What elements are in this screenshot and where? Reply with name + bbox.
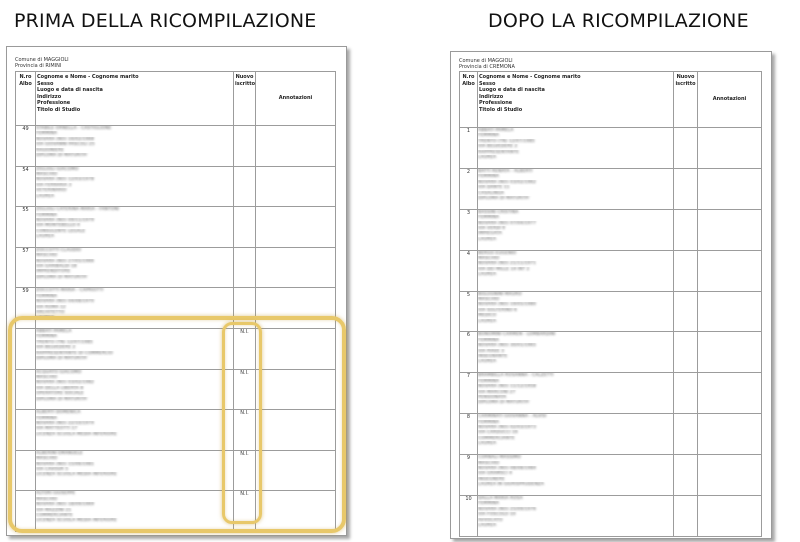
- row-notes: [256, 450, 336, 491]
- row-new-flag: [234, 247, 256, 288]
- entry-line: MASCHIO: [36, 496, 58, 502]
- entry-line: ZIGLIOLI CATERINA MARIA - FANTONI: [36, 207, 119, 213]
- row-new-flag: N.I.: [234, 450, 256, 491]
- row-new-flag: [674, 291, 698, 332]
- column-header-notes: Annotazioni: [256, 72, 336, 126]
- column-header-text: N.ro: [462, 74, 475, 80]
- entry-line: CARMINATI GIOVANNA - ALVISI: [478, 414, 547, 420]
- row-number: 57: [16, 247, 36, 288]
- row-notes: [256, 491, 336, 532]
- row-entry: [36, 369, 234, 410]
- heading-after: DOPO LA RICOMPILAZIONE: [488, 10, 749, 32]
- entry-line: VIA DANTE 11: [478, 185, 510, 191]
- table-row: [16, 369, 336, 410]
- entry-line: LAUREA: [36, 234, 55, 240]
- entry-line: VIA ROMA 12: [36, 304, 66, 310]
- row-notes: [256, 207, 336, 248]
- row-notes: [698, 209, 762, 250]
- row-number: [16, 328, 36, 369]
- entry-line: ALBERTI DOMENICA: [36, 410, 81, 416]
- column-header-num: [460, 72, 478, 128]
- table-row: [460, 209, 762, 250]
- entry-line: STABILE ORNELLA - CASTIGLIONE: [36, 126, 112, 131]
- column-header-main: [478, 72, 674, 128]
- column-header-num: [16, 72, 36, 126]
- row-new-flag: [674, 209, 698, 250]
- row-notes: [256, 126, 336, 167]
- entry-line: FEMMINA: [478, 215, 499, 221]
- row-number: 7: [460, 373, 478, 414]
- column-header-text: Sesso: [479, 80, 496, 87]
- register-table: [459, 71, 762, 537]
- row-new-flag: [674, 128, 698, 169]
- row-new-flag: [234, 207, 256, 248]
- table-row: [16, 126, 336, 167]
- row-number: 9: [460, 455, 478, 496]
- entry-line: LAUREA: [478, 359, 497, 365]
- row-number: 1: [460, 128, 478, 169]
- entry-line: NOVARA (NO) 18/09/1969: [36, 502, 94, 508]
- row-number: [16, 369, 36, 410]
- column-header-text: Professione: [479, 100, 513, 106]
- column-header-text: Albo: [462, 80, 475, 87]
- row-notes: [256, 369, 336, 410]
- entry-line: MASCHIO: [36, 374, 58, 380]
- row-number: 3: [460, 209, 478, 250]
- entry-line: MASCHIO: [478, 296, 500, 302]
- entry-line: VIA MATTEOTTI 17: [36, 426, 78, 432]
- entry-line: PENSIONATA: [478, 394, 507, 400]
- column-header-text: Titolo di Studio: [37, 106, 81, 113]
- entry-line: LAUREA: [478, 523, 497, 529]
- entry-line: NOVARA (NO) 02/03/1973: [478, 425, 536, 431]
- entry-line: DIPLOMA DI MATURITA': [478, 400, 530, 406]
- row-number: 54: [16, 166, 36, 207]
- entry-line: BRAMBILLA ROSANNA - CALZETTI: [478, 373, 554, 379]
- entry-line: VIA FOSCOLO 10: [478, 512, 516, 518]
- entry-line: VETERINARIO: [36, 188, 67, 194]
- entry-line: ZIGLIOLI GIACOMO: [36, 166, 79, 172]
- row-notes: [256, 166, 336, 207]
- column-header-text: N.ro: [19, 74, 32, 80]
- column-header-text: Luogo e data di nascita: [37, 87, 103, 93]
- entry-line: NOVARA (NO) 19/05/1980: [478, 302, 536, 308]
- row-new-flag: [674, 373, 698, 414]
- table-row: [16, 207, 336, 248]
- entry-line: NOVARA (NO) 04/08/1970: [36, 299, 94, 305]
- entry-line: COMMERCIANTE: [478, 435, 515, 441]
- entry-line: TRENTO (TN) 12/07/1985: [478, 138, 535, 144]
- row-number: [16, 410, 36, 451]
- entry-line: LICENZA SCUOLA MEDIA INFERIORE: [36, 472, 117, 478]
- row-notes: [256, 328, 336, 369]
- row-notes: [698, 128, 762, 169]
- entry-line: ACQUATO GIACOMO: [36, 369, 82, 375]
- municipality-label: Comune di MAGGIOLI: [459, 58, 513, 64]
- entry-line: MASCHIO: [478, 460, 500, 466]
- entry-line: TRENTO (TN) 12/07/1985: [36, 339, 93, 345]
- row-entry: [36, 410, 234, 451]
- entry-line: VIA BELVEDERE 2: [478, 144, 518, 150]
- row-number: 6: [460, 332, 478, 373]
- row-new-flag: N.I.: [234, 369, 256, 410]
- entry-line: DIPLOMA DI MATURITA': [36, 153, 88, 159]
- row-number: 2: [460, 168, 478, 209]
- table-row: [460, 128, 762, 169]
- entry-line: ABBATI PAMELA: [36, 328, 72, 334]
- row-entry: [36, 288, 234, 329]
- row-new-flag: [674, 496, 698, 537]
- column-header-text: Luogo e data di nascita: [479, 87, 545, 93]
- entry-line: ZOCCOTTI CLAUDIO: [36, 247, 82, 253]
- entry-line: RAPPRESENTANTE: [478, 149, 519, 155]
- table-row: [16, 166, 336, 207]
- entry-line: DIPLOMA DI MATURITA': [36, 396, 88, 402]
- row-entry: [478, 168, 674, 209]
- entry-line: VIA MONTEBELLO 4: [36, 223, 80, 229]
- column-header-text: Albo: [19, 80, 32, 87]
- row-notes: [256, 247, 336, 288]
- row-number: [16, 450, 36, 491]
- entry-line: LAUREA: [478, 441, 497, 447]
- column-header-text: Titolo di Studio: [479, 106, 523, 113]
- row-notes: [698, 168, 762, 209]
- entry-line: MASCHIO: [36, 456, 58, 462]
- column-header-main: [36, 72, 234, 126]
- entry-line: FEMMINA: [36, 131, 57, 137]
- row-number: 55: [16, 207, 36, 248]
- entry-line: MASCHIO: [478, 256, 500, 262]
- row-notes: [698, 250, 762, 291]
- entry-line: NOVARA (NO) 11/12/1958: [478, 384, 536, 390]
- row-number: [16, 491, 36, 532]
- table-row: [16, 491, 336, 532]
- row-entry: [478, 128, 674, 169]
- entry-line: VIA MARCONI 27: [478, 389, 516, 395]
- entry-line: NOVARA (NO) 16/02/1968: [36, 136, 94, 142]
- entry-line: NOVARA (NO) 09/11/1979: [36, 218, 94, 223]
- row-notes: [256, 288, 336, 329]
- entry-line: FEMMINA: [36, 293, 57, 299]
- row-entry: [36, 166, 234, 207]
- row-entry: [478, 332, 674, 373]
- entry-line: LAUREA: [478, 236, 497, 242]
- entry-line: DALLA MARIA ROSA: [478, 496, 523, 502]
- table-row: [460, 250, 762, 291]
- entry-line: VIA SOLFERINO 6: [478, 307, 517, 313]
- row-entry: [478, 250, 674, 291]
- row-new-flag: [674, 250, 698, 291]
- entry-line: FEMMINA: [478, 419, 499, 425]
- entry-line: COMMERCIANTE: [36, 512, 73, 518]
- row-entry: [478, 496, 674, 537]
- column-header-text: Professione: [37, 100, 71, 106]
- municipality-label: Comune di MAGGIOLI: [15, 57, 69, 63]
- entry-line: CORNALI MASSIMO: [478, 455, 521, 461]
- entry-line: NOVARA (NO) 08/08/1984: [478, 465, 536, 471]
- entry-line: NOVARA (NO) 07/04/1977: [478, 220, 536, 226]
- entry-line: FEMMINA: [478, 337, 499, 343]
- entry-line: VIA PIAVE 3: [478, 348, 504, 354]
- column-header-text: iscritto: [235, 80, 256, 87]
- row-new-flag: [674, 168, 698, 209]
- entry-line: MEDICO: [478, 313, 497, 319]
- row-new-flag: [234, 288, 256, 329]
- column-header-text: Nuovo: [235, 74, 254, 80]
- row-entry: [478, 414, 674, 455]
- row-entry: [36, 491, 234, 532]
- entry-line: IMPIEGATA: [478, 231, 502, 237]
- entry-line: VIA BELVEDERE 2: [36, 345, 76, 351]
- column-header-text: Indirizzo: [479, 93, 504, 100]
- table-row: [16, 450, 336, 491]
- entry-line: VIA VERDI 9: [478, 226, 506, 231]
- entry-line: ZOCCOTTI MARIA - CAPRIOTTI: [36, 288, 104, 294]
- entry-line: OPERATORE SOCIALE: [36, 391, 84, 397]
- entry-line: NOVARA (NO) 03/02/1962: [478, 179, 536, 185]
- entry-line: NOVARA (NO) 25/09/1976: [478, 506, 536, 512]
- entry-line: LAUREA IN GIURISPRUDENZA: [478, 482, 544, 488]
- entry-line: FEMMINA: [478, 174, 499, 180]
- entry-line: FEMMINA: [36, 334, 57, 340]
- entry-line: VIA DELLA LIBERTA 8: [36, 385, 84, 391]
- table-row: [460, 332, 762, 373]
- entry-line: LAUREA: [478, 318, 497, 324]
- entry-line: VIA CAVOUR 5: [36, 466, 69, 472]
- entry-line: FEMMINA: [36, 415, 57, 421]
- entry-line: AVVOCATO: [478, 517, 503, 523]
- table-row: [460, 496, 762, 537]
- row-notes: [698, 496, 762, 537]
- table-header-row: [460, 72, 762, 128]
- entry-line: LICENZA SCUOLA MEDIA INFERIORE: [36, 431, 117, 437]
- row-notes: [698, 291, 762, 332]
- table-row: [16, 410, 336, 451]
- row-new-flag: N.I.: [234, 410, 256, 451]
- entry-line: VIA GIOVANNI PASCOLI 25: [36, 142, 95, 148]
- table-row: [460, 168, 762, 209]
- column-header-new: [234, 72, 256, 126]
- entry-line: NOVARA (NO) 30/01/1965: [478, 343, 536, 349]
- column-header-notes: Annotazioni: [698, 72, 762, 128]
- row-notes: [698, 455, 762, 496]
- row-entry: [478, 455, 674, 496]
- row-entry: [478, 373, 674, 414]
- entry-line: INSEGNANTE: [478, 354, 508, 360]
- row-new-flag: [674, 455, 698, 496]
- row-entry: [36, 207, 234, 248]
- entry-line: DIPLOMA DI MATURITA': [478, 195, 530, 201]
- row-entry: [36, 247, 234, 288]
- row-new-flag: [674, 414, 698, 455]
- entry-line: VIA FERRARIA 3: [36, 182, 72, 188]
- heading-before: PRIMA DELLA RICOMPILAZIONE: [14, 10, 317, 32]
- entry-line: ALTORI GIUSEPPE: [36, 491, 76, 497]
- entry-line: BERGO EUGENIO: [478, 250, 517, 256]
- entry-line: VIA DEI MILLE 14 INT 2: [478, 266, 530, 272]
- column-header-new: [674, 72, 698, 128]
- table-header-row: [16, 72, 336, 126]
- row-number: 10: [460, 496, 478, 537]
- entry-line: BASSINI CRISTINA: [478, 209, 519, 215]
- entry-line: CASALINGA: [478, 190, 505, 196]
- entry-line: FEMMINA: [478, 501, 499, 507]
- row-new-flag: [234, 126, 256, 167]
- table-row: [16, 247, 336, 288]
- entry-line: FEMMINA: [36, 212, 57, 218]
- row-entry: [36, 450, 234, 491]
- entry-line: IMPRENDITORE: [36, 269, 71, 275]
- row-number: 49: [16, 126, 36, 167]
- row-number: 4: [460, 250, 478, 291]
- table-row: [460, 414, 762, 455]
- entry-line: DIPLOMA DI MATURITA': [36, 274, 88, 280]
- row-notes: [698, 332, 762, 373]
- entry-line: BOLOGNINI MAURO: [478, 291, 522, 297]
- entry-line: LAUREA: [478, 155, 497, 161]
- column-header-text: Sesso: [37, 80, 54, 87]
- row-new-flag: [674, 332, 698, 373]
- table-row: [460, 291, 762, 332]
- register-table: [15, 71, 336, 532]
- entry-line: NOVARA (NO) 21/11/1971: [478, 261, 536, 267]
- row-new-flag: N.I.: [234, 328, 256, 369]
- row-entry: [478, 209, 674, 250]
- table-row: [460, 373, 762, 414]
- entry-line: VIA CARDUCCI 16: [478, 430, 518, 436]
- entry-line: VIA MAZZINI 21: [36, 507, 72, 513]
- entry-line: LAUREA: [478, 272, 497, 278]
- table-row: [16, 328, 336, 369]
- column-header-text: Nuovo: [676, 74, 695, 80]
- row-number: 59: [16, 288, 36, 329]
- entry-line: VIA GARIBALDI 18: [36, 264, 77, 269]
- column-header-text: Indirizzo: [37, 93, 62, 100]
- entry-line: LAUREA: [36, 193, 55, 199]
- province-label: Provincia di RIMINI: [15, 63, 62, 69]
- entry-line: BATTI RENATA - ALBERTI: [478, 168, 533, 174]
- entry-line: RAGIONIERE: [36, 147, 64, 153]
- row-notes: [698, 373, 762, 414]
- row-number: 5: [460, 291, 478, 332]
- entry-line: INGEGNERE: [478, 476, 505, 482]
- entry-line: NOVARA (NO) 15/06/1981: [36, 461, 94, 467]
- column-header-text: Cognome e Nome - Cognome marito: [479, 74, 581, 80]
- entry-line: ARCHITETTO: [36, 310, 65, 315]
- row-new-flag: [234, 166, 256, 207]
- entry-line: NOVARA (NO) 27/05/1966: [36, 258, 94, 264]
- entry-line: NOVARA (NO) 22/10/1974: [36, 420, 94, 426]
- entry-line: CONSULENTE LEGALE: [36, 228, 86, 234]
- row-entry: [478, 291, 674, 332]
- entry-line: ABBATI PAMELA: [478, 128, 514, 133]
- entry-line: LICENZA SCUOLA MEDIA INFERIORE: [36, 518, 117, 524]
- entry-line: ALBERINI EMANUELE: [36, 450, 83, 456]
- entry-line: DIPLOMA DI MATURITA': [36, 356, 88, 361]
- entry-line: NOVARA (NO) 03/02/1982: [36, 380, 94, 386]
- entry-line: FEMMINA: [478, 133, 499, 139]
- row-number: 8: [460, 414, 478, 455]
- entry-line: NOVARA (NO) 12/03/1978: [36, 177, 94, 183]
- column-header-text: iscritto: [675, 80, 696, 87]
- row-notes: [256, 410, 336, 451]
- column-header-text: Cognome e Nome - Cognome marito: [37, 74, 139, 80]
- register-page-before: [6, 46, 347, 536]
- table-row: [16, 288, 336, 329]
- entry-line: BONOMINI CARMEN - LOMBARDINI: [478, 332, 556, 338]
- row-notes: [698, 414, 762, 455]
- entry-line: FEMMINA: [478, 378, 499, 384]
- entry-line: MASCHIO: [36, 253, 58, 259]
- row-entry: [36, 328, 234, 369]
- row-entry: [36, 126, 234, 167]
- table-row: [460, 455, 762, 496]
- row-new-flag: N.I.: [234, 491, 256, 532]
- province-label: Provincia di CREMONA: [459, 64, 515, 70]
- entry-line: RAPPRESENTANTE DI COMMERCIO: [36, 350, 113, 356]
- entry-line: VIA GRAMSCI 4: [478, 471, 512, 477]
- entry-line: LAUREA: [36, 315, 55, 321]
- register-page-after: [450, 51, 772, 539]
- entry-line: MASCHIO: [36, 172, 58, 177]
